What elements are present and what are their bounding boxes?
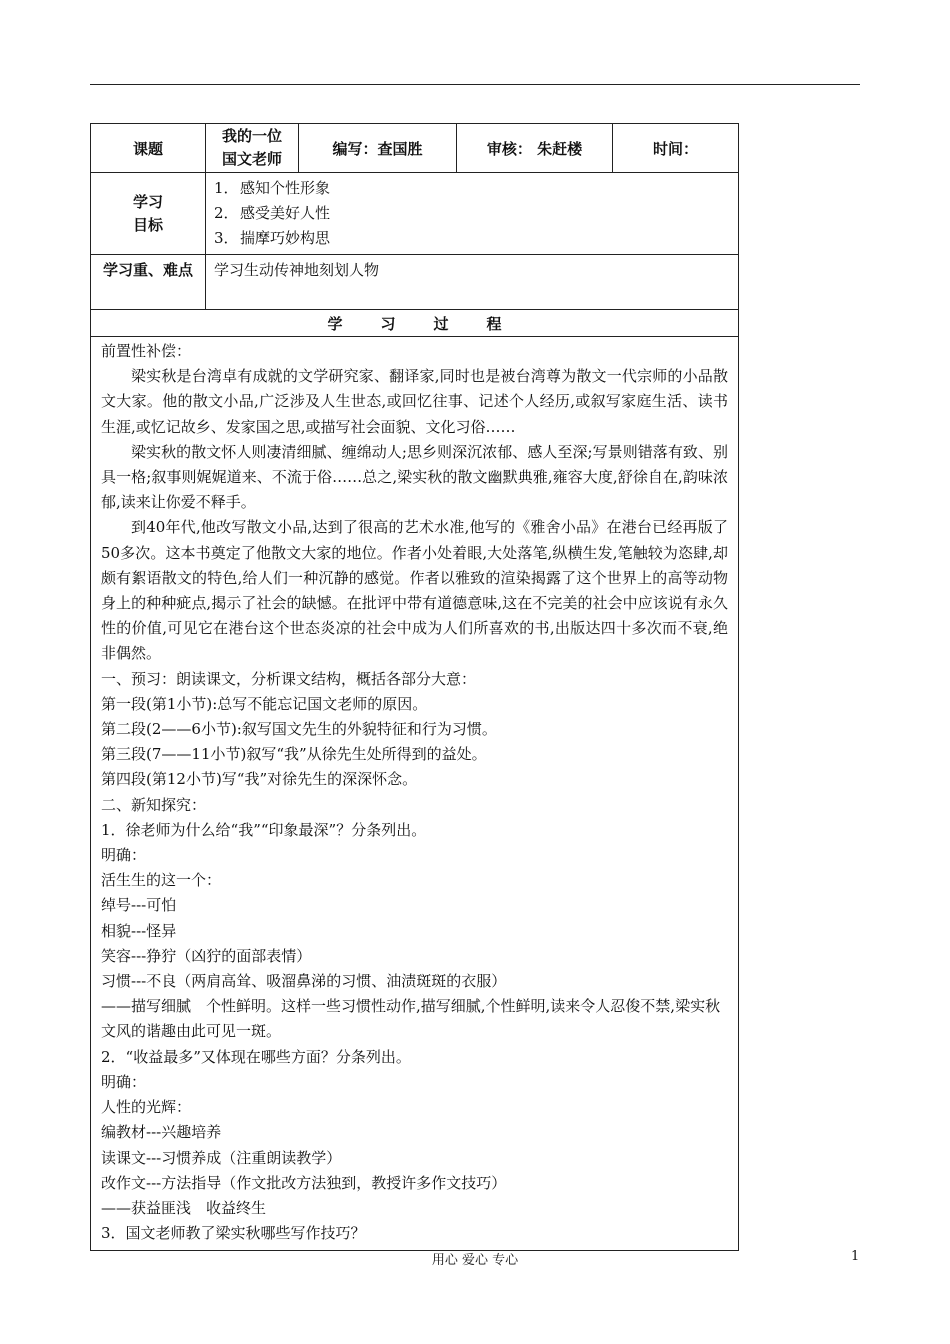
process-paragraph: 一、预习：朗读课文，分析课文结构，概括各部分大意：	[101, 669, 477, 688]
process-paragraph: 第二段(2——6小节):叙写国文先生的外貌特征和行为习惯。	[101, 720, 497, 739]
process-paragraph: 笑容---狰狞（凶狞的面部表情）	[101, 946, 312, 965]
process-paragraph: ——获益匪浅 收益终生	[101, 1198, 267, 1217]
process-paragraph: 编教材---兴趣培养	[101, 1123, 222, 1142]
reviewer-cell: 审核： 朱赶楼	[457, 124, 613, 173]
process-paragraph: ——描写细腻 个性鲜明。这样一些习惯性动作,描写细腻,个性鲜明,读来令人忍俊不禁,梁实秋文风的谐趣由此可见一斑。	[101, 997, 721, 1041]
process-paragraph: 绰号---可怕	[101, 896, 177, 915]
key-points-text: 学习生动传神地刻划人物	[206, 255, 739, 310]
lesson-title-line2: 国文老师	[221, 150, 282, 168]
goal-item	[214, 176, 730, 201]
page-number: 1	[851, 1249, 860, 1264]
process-title-row	[91, 310, 739, 337]
goals-label-line1: 学习	[132, 192, 163, 211]
goals-row	[91, 173, 739, 255]
footer-motto: 用心 爱心 专心	[431, 1253, 519, 1268]
goal-number: 1．	[214, 179, 239, 197]
header-row	[91, 124, 739, 173]
process-title: 学习过程	[91, 310, 739, 337]
process-paragraph: 第一段(第1小节):总写不能忘记国文老师的原因。	[101, 694, 428, 713]
process-paragraph: 改作文---方法指导（作文批改方法独到，教授许多作文技巧）	[101, 1173, 507, 1192]
process-paragraph: 明确：	[101, 1072, 147, 1091]
process-paragraph: 活生生的这一个：	[101, 871, 222, 890]
goal-item	[214, 226, 730, 251]
lesson-title-line1: 我的一位	[221, 127, 282, 145]
process-paragraph: 第三段(7——11小节)叙写“我”从徐先生处所得到的益处。	[101, 745, 487, 764]
key-points-row	[91, 255, 739, 310]
process-paragraph: 3．国文老师教了梁实秋哪些写作技巧？	[101, 1224, 366, 1243]
process-paragraph: 相貌---怪异	[101, 921, 177, 940]
process-paragraph: 梁实秋是台湾卓有成就的文学研究家、翻译家,同时也是被台湾尊为散文一代宗师的小品散文大家。他的散文小品,广泛涉及人生世态,或回忆往事、记述个人经历,或叙写家庭生活、读书生涯,或忆记故乡、发家国之思,或描写社会面貌、文化习俗……	[101, 367, 728, 436]
process-paragraph: 人性的光辉：	[101, 1098, 192, 1117]
process-paragraph: 习惯---不良（两肩高耸、吸溜鼻涕的习惯、油渍斑斑的衣服）	[101, 972, 507, 991]
lesson-title	[206, 124, 299, 173]
process-content	[91, 337, 739, 1251]
goal-text: 揣摩巧妙构思	[240, 229, 331, 247]
lesson-plan-table	[90, 123, 739, 1251]
process-paragraph: 二、新知探究：	[101, 795, 207, 814]
process-paragraph: 1．徐老师为什么给“我”“印象最深”？分条列出。	[101, 820, 427, 839]
process-paragraph: 前置性补偿：	[101, 342, 192, 360]
author-cell: 编写：查国胜	[299, 124, 457, 173]
key-points-label: 学习重、难点	[91, 255, 206, 310]
process-paragraph: 第四段(第12小节)写“我”对徐先生的深深怀念。	[101, 770, 418, 789]
time-cell: 时间：	[613, 124, 739, 173]
goal-item	[214, 201, 730, 226]
process-paragraph: 梁实秋的散文怀人则凄清细腻、缠绵动人;思乡则深沉浓郁、感人至深;写景则错落有致、别具一格;叙事则娓娓道来、不流于俗……总之,梁实秋的散文幽默典雅,雍容大度,舒徐自在,韵味浓郁,读来让你爱不释手。	[101, 442, 728, 512]
goals-list	[206, 173, 739, 255]
goal-number: 2．	[214, 204, 239, 222]
goal-text: 感知个性形象	[240, 179, 331, 197]
goal-text: 感受美好人性	[240, 204, 331, 222]
topic-label: 课题	[91, 124, 206, 173]
process-paragraph: 2．“收益最多”又体现在哪些方面？分条列出。	[101, 1047, 411, 1066]
process-paragraph: 明确：	[101, 846, 147, 865]
process-paragraph: 读课文---习惯养成（注重朗读教学）	[101, 1148, 342, 1167]
process-content-row	[91, 337, 739, 1251]
header-rule	[90, 84, 860, 85]
process-paragraph: 到40年代,他改写散文小品,达到了很高的艺术水准,他写的《雅舍小品》在港台已经再版了50多次。这本书奠定了他散文大家的地位。作者小处着眼,大处落笔,纵横生发,笔触较为恣肆,却颇有絮语散文的特色,给人们一种沉静的感觉。作者以雅致的渲染揭露了这个世界上的高等动物身上的种种疵点,揭示了社会的缺憾。在批评中带有道德意味,这在不完美的社会中应该说有永久性的价值,可见它在港台这个世态炎凉的社会中成为人们所喜欢的书,出版达四十多次而不衰,绝非偶然。	[101, 518, 728, 663]
goals-label-line2: 目标	[132, 215, 163, 234]
goals-label	[91, 173, 206, 255]
goal-number: 3．	[214, 229, 239, 247]
